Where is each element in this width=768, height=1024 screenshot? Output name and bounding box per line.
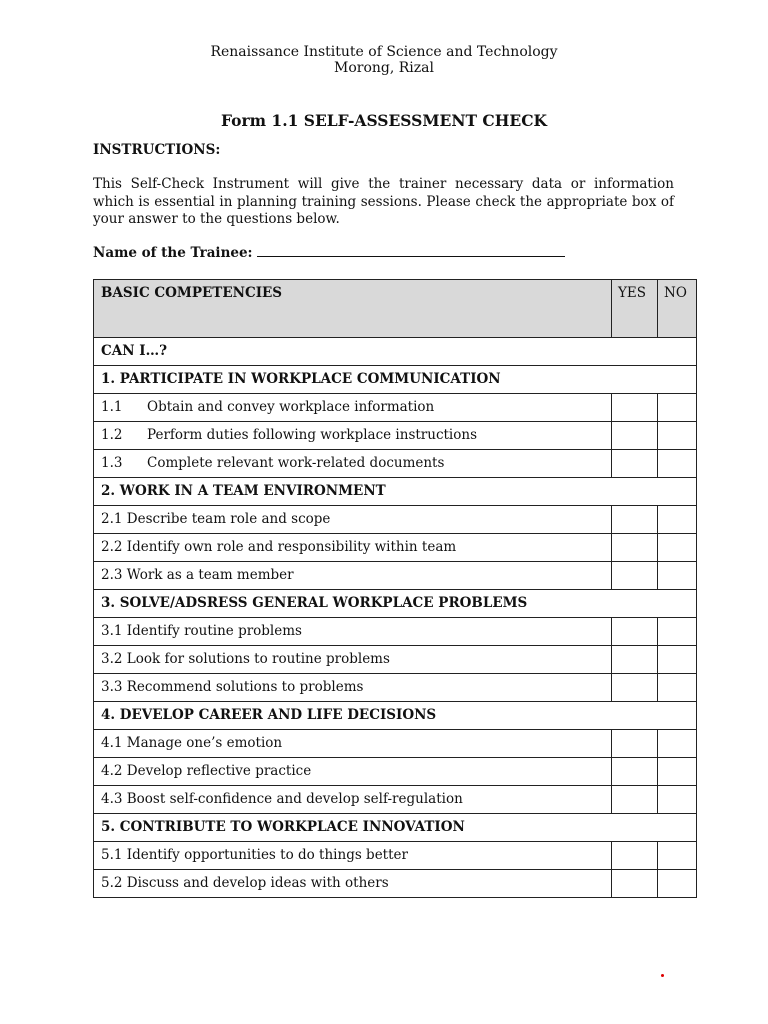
competency-row (94, 506, 697, 534)
section-title: 1. PARTICIPATE IN WORKPLACE COMMUNICATION (94, 366, 697, 394)
yes-checkbox[interactable] (612, 730, 658, 758)
header-no: NO (658, 280, 697, 338)
instructions-text: This Self-Check Instrument will give the trainer necessary data or information which is essential in planning training sessions. Please check the appropriate box of your answer to the questions below. (93, 176, 674, 227)
no-checkbox[interactable] (658, 870, 697, 898)
can-i-label: CAN I…? (94, 338, 697, 366)
item-number: 1.1 (101, 399, 123, 415)
competency-row (94, 730, 697, 758)
yes-checkbox[interactable] (612, 394, 658, 422)
item-text: 5.1 Identify opportunities to do things better (101, 847, 408, 863)
competency-label (94, 394, 612, 422)
competency-label (94, 646, 612, 674)
yes-checkbox[interactable] (612, 646, 658, 674)
self-assessment-table (93, 279, 697, 898)
item-text: 3.3 Recommend solutions to problems (101, 679, 364, 695)
competency-row (94, 450, 697, 478)
section-row (94, 814, 697, 842)
form-title: Form 1.1 SELF-ASSESSMENT CHECK (220, 111, 548, 130)
yes-checkbox[interactable] (612, 786, 658, 814)
competency-row (94, 422, 697, 450)
header-basic-competencies: BASIC COMPETENCIES (94, 280, 612, 338)
yes-checkbox[interactable] (612, 562, 658, 590)
competency-label (94, 450, 612, 478)
item-text: 4.3 Boost self-confidence and develop self-regulation (101, 791, 463, 807)
header-yes: YES (612, 280, 658, 338)
competency-label (94, 422, 612, 450)
competency-label (94, 562, 612, 590)
no-checkbox[interactable] (658, 758, 697, 786)
yes-checkbox[interactable] (612, 450, 658, 478)
yes-checkbox[interactable] (612, 422, 658, 450)
competency-row (94, 842, 697, 870)
competency-row (94, 674, 697, 702)
institute-name: Renaissance Institute of Science and Technology (210, 44, 558, 60)
institute-location: Morong, Rizal (334, 60, 434, 76)
no-checkbox[interactable] (658, 786, 697, 814)
yes-checkbox[interactable] (612, 870, 658, 898)
document-header (0, 44, 768, 76)
item-text: 4.1 Manage one’s emotion (101, 735, 283, 751)
competency-row (94, 534, 697, 562)
no-checkbox[interactable] (658, 450, 697, 478)
section-row (94, 590, 697, 618)
trainee-name-label: Name of the Trainee: (93, 245, 253, 261)
competency-row (94, 618, 697, 646)
competency-label (94, 618, 612, 646)
competency-label (94, 786, 612, 814)
table-header-row (94, 280, 697, 338)
item-text: 3.2 Look for solutions to routine problems (101, 651, 390, 667)
can-i-row (94, 338, 697, 366)
yes-checkbox[interactable] (612, 674, 658, 702)
competency-row (94, 394, 697, 422)
competency-row (94, 562, 697, 590)
section-title: 3. SOLVE/ADSRESS GENERAL WORKPLACE PROBLEMS (94, 590, 697, 618)
no-checkbox[interactable] (658, 618, 697, 646)
no-checkbox[interactable] (658, 842, 697, 870)
competency-label (94, 842, 612, 870)
section-row (94, 478, 697, 506)
competency-label (94, 758, 612, 786)
no-checkbox[interactable] (658, 646, 697, 674)
trainee-name-blank[interactable] (257, 245, 565, 257)
item-number: 1.3 (101, 455, 123, 471)
item-text: 4.2 Develop reflective practice (101, 763, 312, 779)
competency-label (94, 674, 612, 702)
no-checkbox[interactable] (658, 534, 697, 562)
item-text: 2.2 Identify own role and responsibility within team (101, 539, 457, 555)
section-row (94, 366, 697, 394)
yes-checkbox[interactable] (612, 506, 658, 534)
competency-row (94, 786, 697, 814)
trainee-name-line (93, 245, 565, 261)
competency-label (94, 870, 612, 898)
competency-row (94, 646, 697, 674)
yes-checkbox[interactable] (612, 534, 658, 562)
red-mark-dot (661, 974, 664, 977)
no-checkbox[interactable] (658, 506, 697, 534)
section-title: 2. WORK IN A TEAM ENVIRONMENT (94, 478, 697, 506)
section-title: 4. DEVELOP CAREER AND LIFE DECISIONS (94, 702, 697, 730)
instructions-heading: INSTRUCTIONS: (93, 142, 221, 158)
item-text: 2.3 Work as a team member (101, 567, 294, 583)
section-row (94, 702, 697, 730)
no-checkbox[interactable] (658, 394, 697, 422)
section-title: 5. CONTRIBUTE TO WORKPLACE INNOVATION (94, 814, 697, 842)
item-text: Complete relevant work-related documents (147, 455, 445, 471)
competency-label (94, 506, 612, 534)
competency-label (94, 730, 612, 758)
item-text: Obtain and convey workplace information (147, 399, 435, 415)
competency-label (94, 534, 612, 562)
no-checkbox[interactable] (658, 730, 697, 758)
yes-checkbox[interactable] (612, 758, 658, 786)
item-text: 3.1 Identify routine problems (101, 623, 302, 639)
yes-checkbox[interactable] (612, 618, 658, 646)
competency-row (94, 758, 697, 786)
item-number: 1.2 (101, 427, 123, 443)
no-checkbox[interactable] (658, 422, 697, 450)
competency-row (94, 870, 697, 898)
item-text: 2.1 Describe team role and scope (101, 511, 331, 527)
item-text: 5.2 Discuss and develop ideas with others (101, 875, 389, 891)
item-text: Perform duties following workplace instructions (147, 427, 477, 443)
no-checkbox[interactable] (658, 674, 697, 702)
no-checkbox[interactable] (658, 562, 697, 590)
yes-checkbox[interactable] (612, 842, 658, 870)
